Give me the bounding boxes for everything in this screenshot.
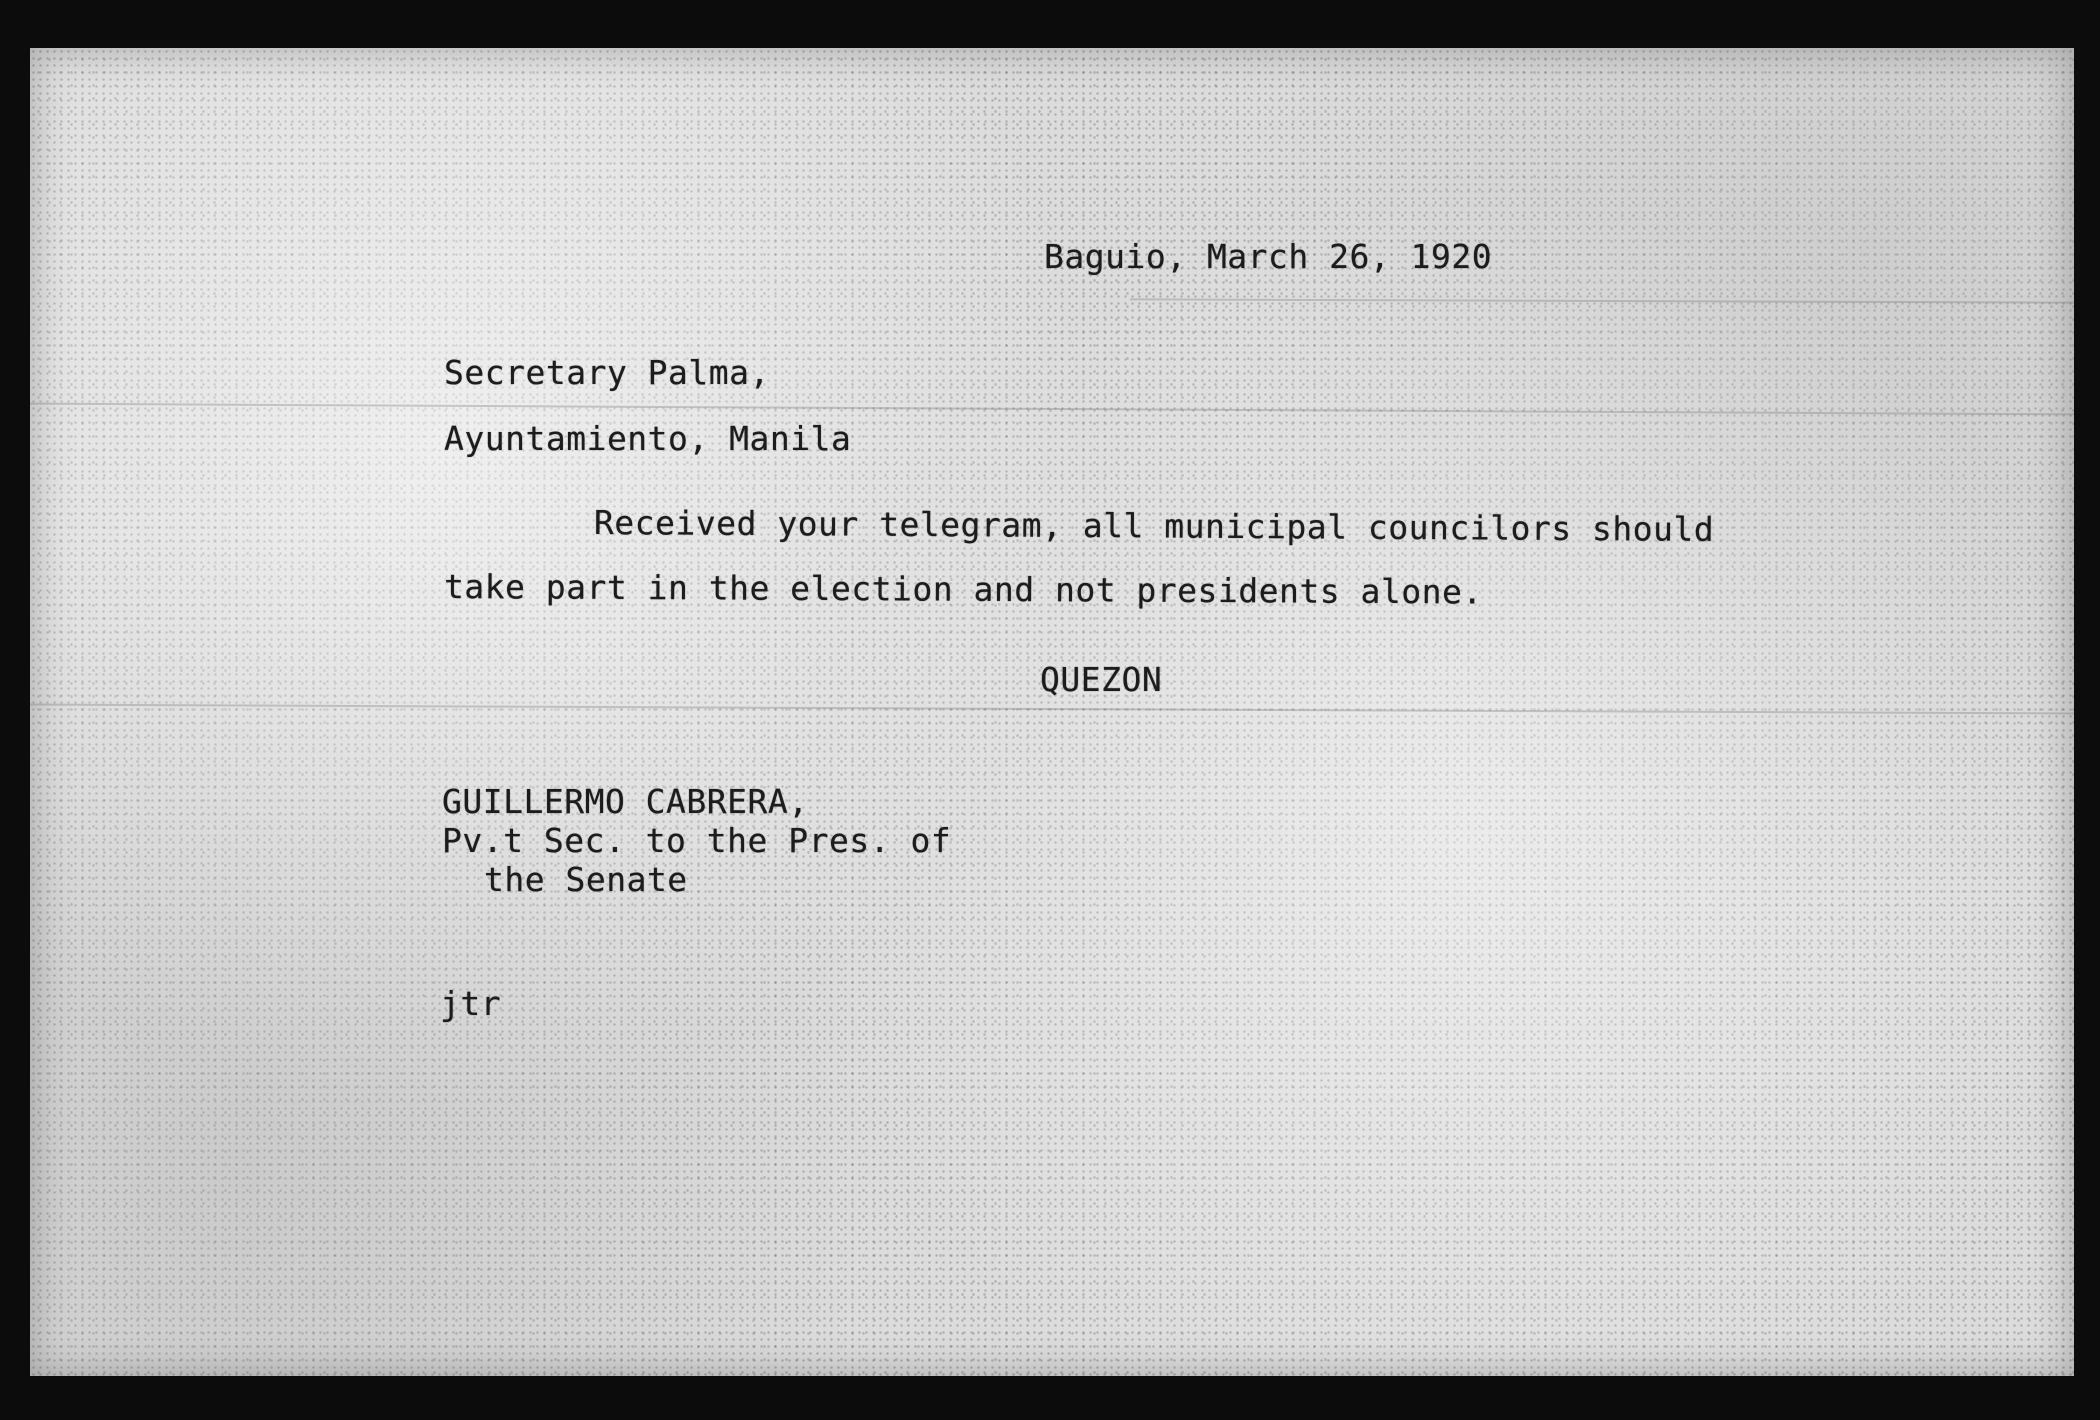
document-page bbox=[30, 48, 2074, 1376]
secretary-title: the Senate bbox=[484, 860, 688, 899]
typist-initials: jtr bbox=[440, 984, 502, 1023]
recipient-location: Ayuntamiento, Manila bbox=[444, 419, 852, 458]
paper-fold-line bbox=[30, 704, 2074, 715]
recipient-name: Secretary Palma, bbox=[444, 353, 770, 392]
signer-name: QUEZON bbox=[1040, 660, 1163, 699]
paper-fold-line bbox=[1130, 298, 2074, 303]
paper-fold-line bbox=[30, 403, 2074, 416]
message-line: Received your telegram, all municipal councilors should bbox=[593, 503, 1715, 549]
message-line: take part in the election and not presidents alone. bbox=[443, 567, 1483, 612]
dateline: Baguio, March 26, 1920 bbox=[1044, 237, 1493, 276]
secretary-title: Pv.t Sec. to the Pres. of bbox=[442, 821, 952, 860]
secretary-name: GUILLERMO CABRERA, bbox=[442, 782, 809, 821]
